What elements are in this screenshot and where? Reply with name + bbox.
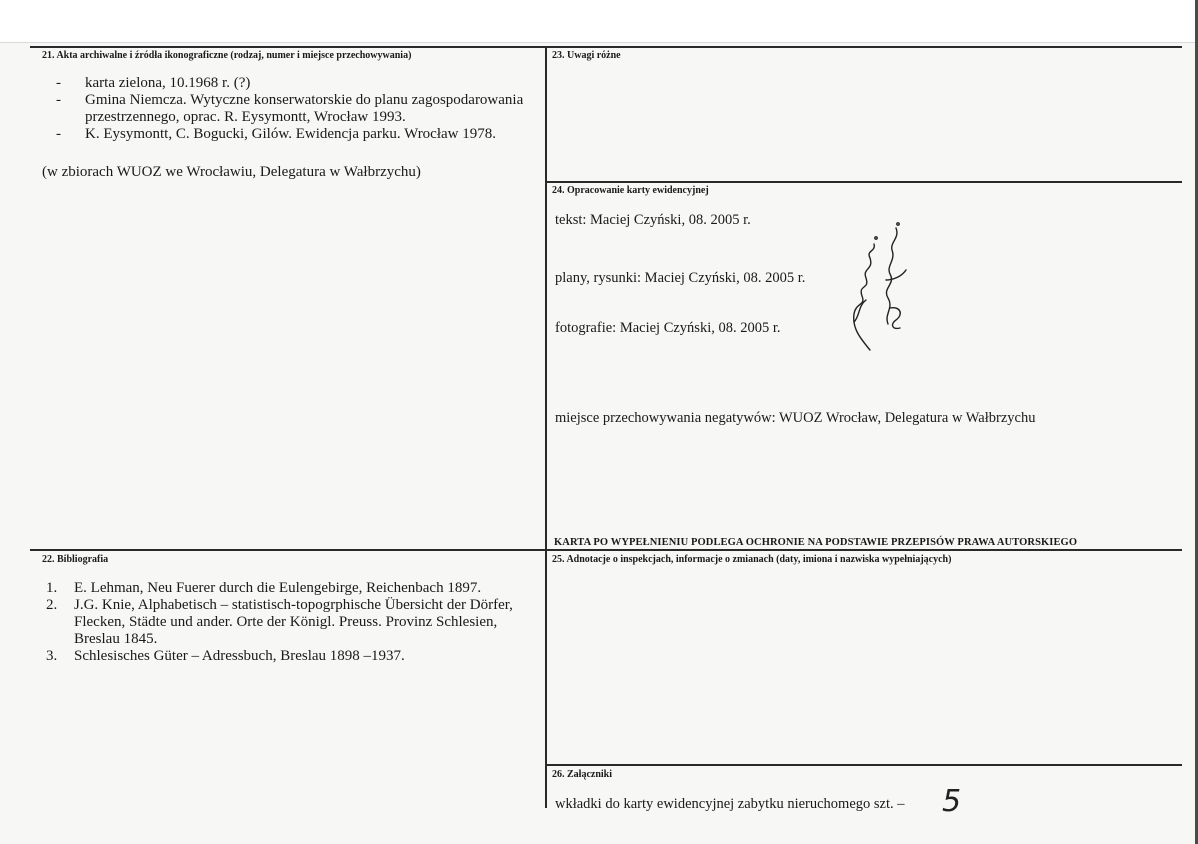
section-22-list [46, 580, 532, 665]
section-21-header: 21. Akta archiwalne i źródła ikonograficzne (rodzaj, numer i miejsce przechowywania) [42, 50, 412, 61]
top-rule [30, 46, 1182, 48]
section-24-negatywy: miejsce przechowywania negatywów: WUOZ Wrocław, Delegatura w Wałbrzychu [555, 410, 1036, 426]
section-25-header: 25. Adnotacje o inspekcjach, informacje o zmianach (daty, imiona i nazwiska wypełniających) [552, 554, 952, 565]
list-item: 2. J.G. Knie, Alphabetisch – statistisch-topogrphische Übersicht der Dörfer, Flecken, Städte und ander. Orte der Königl. Preuss. Provinz Schlesien, Breslau 1845. [46, 597, 513, 647]
handwritten-signature [830, 210, 910, 360]
section-21-list [56, 75, 544, 143]
section-24-plany: plany, rysunki: Maciej Czyński, 08. 2005 r. [555, 270, 806, 286]
center-divider [545, 46, 547, 808]
top-margin [0, 0, 1198, 43]
list-item: - K. Eysymontt, C. Bogucki, Gilów. Ewidencja parku. Wrocław 1978. [56, 126, 496, 142]
list-item: - karta zielona, 10.1968 r. (?) [56, 75, 251, 91]
section-26-header: 26. Załączniki [552, 769, 613, 780]
copyright-notice: KARTA PO WYPEŁNIENIU PODLEGA OCHRONIE NA PODSTAWIE PRZEPISÓW PRAWA AUTORSKIEGO [554, 537, 1078, 548]
rule-middle [30, 549, 1182, 551]
section-23-header: 23. Uwagi różne [552, 50, 621, 61]
handwritten-count: 5 [942, 784, 962, 819]
section-24-fotografie: fotografie: Maciej Czyński, 08. 2005 r. [555, 320, 781, 336]
list-item: 1. E. Lehman, Neu Fuerer durch die Eulengebirge, Reichenbach 1897. [46, 580, 482, 596]
rule-23-24 [546, 181, 1182, 183]
section-22-header: 22. Bibliografia [42, 554, 109, 565]
list-item: - Gmina Niemcza. Wytyczne konserwatorskie do planu zagospodarowania przestrzennego, oprac. R. Eysymontt, Wrocław 1993. [56, 92, 524, 125]
list-item: 3. Schlesisches Güter – Adressbuch, Breslau 1898 –1937. [46, 648, 405, 664]
section-26-text: wkładki do karty ewidencyjnej zabytku nieruchomego szt. – [555, 796, 905, 812]
section-21-note: (w zbiorach WUOZ we Wrocławiu, Delegatura w Wałbrzychu) [42, 164, 421, 180]
section-24-tekst: tekst: Maciej Czyński, 08. 2005 r. [555, 212, 751, 228]
rule-25-26 [546, 764, 1182, 766]
section-24-header: 24. Opracowanie karty ewidencyjnej [552, 185, 709, 196]
